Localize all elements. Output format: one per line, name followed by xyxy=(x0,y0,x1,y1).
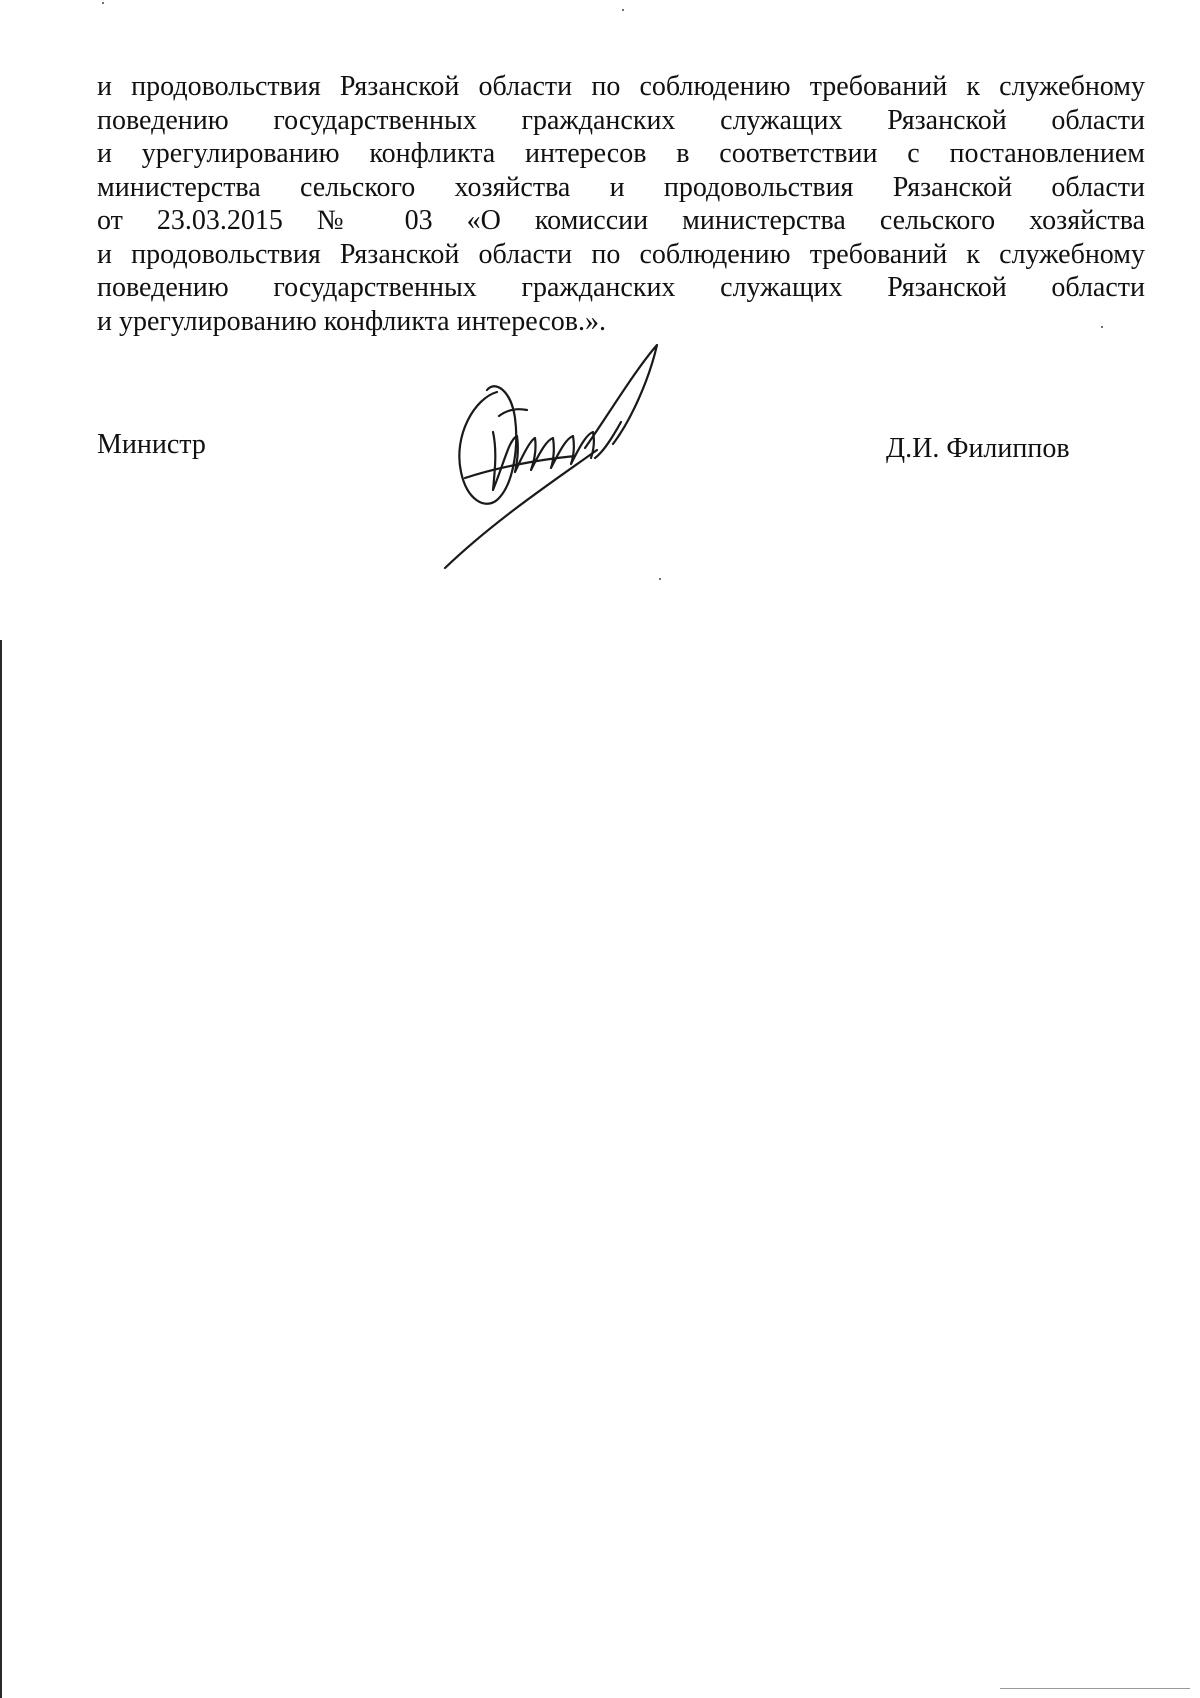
paragraph-line: поведению государственных гражданских служащих Рязанской области xyxy=(97,104,1145,136)
paragraph-line: поведению государственных гражданских служащих Рязанской области xyxy=(97,272,1145,303)
signer-position: Министр xyxy=(97,429,206,460)
paragraph-line: министерства сельского хозяйства и продовольствия Рязанской области xyxy=(97,171,1145,203)
signature-block xyxy=(0,0,1200,600)
scan-edge-line xyxy=(0,640,2,1698)
signer-name: Д.И. Филиппов xyxy=(886,433,1070,464)
paragraph-line: и продовольствия Рязанской области по соблюдению требований к служебному xyxy=(97,71,1145,102)
paragraph-line: и продовольствия Рязанской области по соблюдению требований к служебному xyxy=(97,238,1145,270)
paragraph-line: и урегулированию конфликта интересов.». xyxy=(97,305,607,337)
handwritten-signature xyxy=(435,340,695,570)
paragraph-line: и урегулированию конфликта интересов в соответствии с постановлением xyxy=(97,138,1145,169)
paragraph-line: от 23.03.2015 № 03 «О комиссии министерства сельского хозяйства xyxy=(97,205,1145,236)
bottom-scan-line xyxy=(1000,1688,1190,1689)
